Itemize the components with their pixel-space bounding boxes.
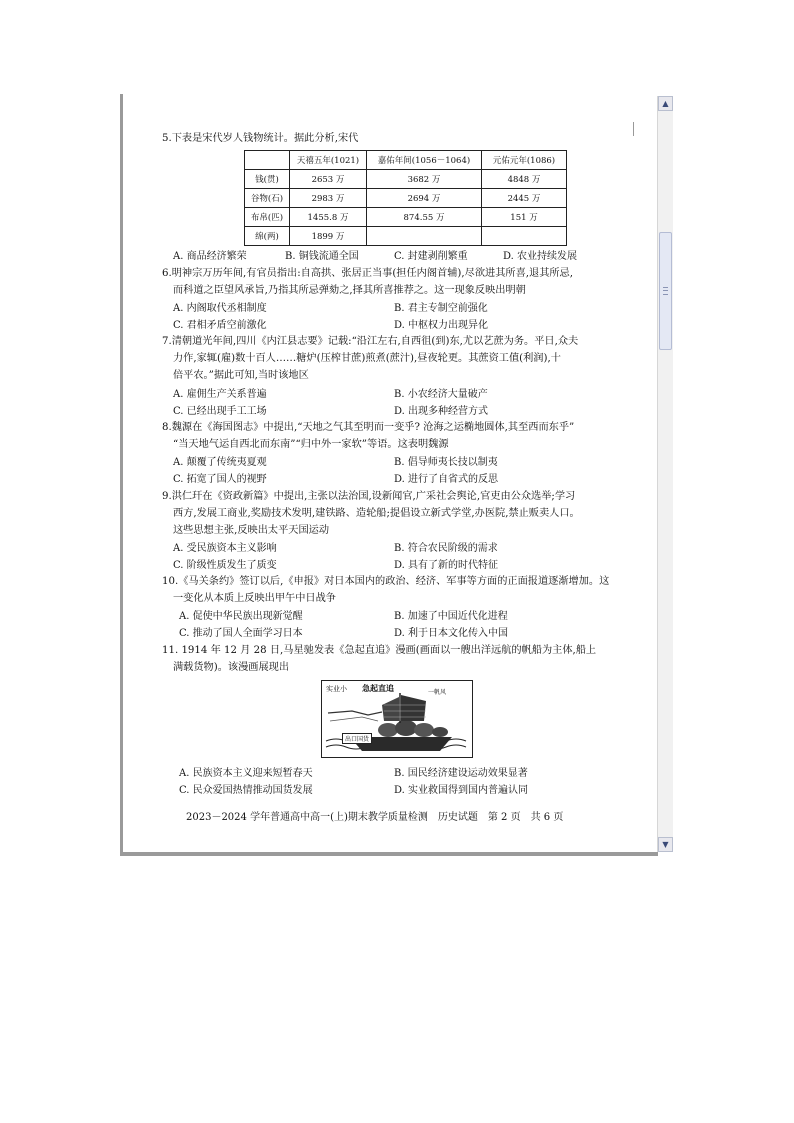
table-cell: 钱(贯): [245, 170, 290, 189]
q11-option-d: D. 实业救国得到国内普遍认同: [394, 785, 529, 796]
question-9-line-2: 西方,发展工商业,奖励技术发明,建铁路、造轮船;提倡设立新式学堂,办医院,禁止贩卖人口。: [173, 508, 580, 519]
table-row: [245, 189, 567, 208]
chevron-down-icon: ▼: [662, 840, 669, 849]
question-6-line-1: 6.明神宗万历年间,有官员指出:自高拱、张居正当事(担任内阁首辅),尽欲进其所喜,退其所忌,: [162, 268, 573, 279]
table-cell: 2445 万: [482, 189, 567, 208]
question-9-line-3: 这些思想主张,反映出太平天国运动: [173, 525, 330, 536]
question-8-line-2: “当天地气运自西北而东南”“归中外一家软”等语。这表明魏源: [173, 439, 449, 450]
table-cell: [367, 227, 482, 246]
scroll-down-button[interactable]: [658, 837, 673, 852]
cartoon-banner: 一帆风: [428, 689, 447, 696]
table-row: [245, 170, 567, 189]
q10-option-b: B. 加速了中国近代化进程: [394, 611, 508, 622]
table-cell: 2983 万: [290, 189, 367, 208]
page-edge-mark: [633, 122, 634, 136]
chevron-up-icon: ▲: [662, 99, 669, 108]
cartoon-image: [321, 680, 473, 758]
q11-option-b: B. 国民经济建设运动效果显著: [394, 768, 528, 779]
q10-option-c: C. 推动了国人全面学习日本: [179, 628, 303, 639]
table-cell: 绵(两): [245, 227, 290, 246]
tax-revenue-table: [244, 150, 567, 246]
table-header-cell: 嘉佑年间(1056－1064): [367, 151, 482, 170]
scroll-thumb[interactable]: [659, 232, 672, 350]
q9-option-a: A. 受民族资本主义影响: [173, 543, 277, 554]
table-cell: 谷物(石): [245, 189, 290, 208]
grip-icon: [663, 287, 668, 295]
table-cell: 布帛(匹): [245, 208, 290, 227]
q11-option-a: A. 民族资本主义迎来短暂春天: [179, 768, 313, 779]
q9-option-d: D. 具有了新的时代特征: [394, 560, 499, 571]
q6-option-c: C. 君相矛盾空前激化: [173, 320, 267, 331]
question-5-stem: 5.下表是宋代岁人钱物统计。据此分析,宋代: [162, 133, 359, 144]
table-cell: [482, 227, 567, 246]
q8-option-a: A. 颠覆了传统夷夏观: [173, 457, 267, 468]
table-header-cell: [245, 151, 290, 170]
question-9-line-1: 9.洪仁玕在《资政新篇》中提出,主张以法治国,设新闻官,广采社会舆论,官吏由公众选举;学习: [162, 491, 576, 502]
q8-option-d: D. 进行了自省式的反思: [394, 474, 499, 485]
table-row: [245, 208, 567, 227]
q9-option-c: C. 阶级性质发生了质变: [173, 560, 277, 571]
table-cell: 1455.8 万: [290, 208, 367, 227]
q10-option-d: D. 利于日本文化传入中国: [394, 628, 509, 639]
q7-option-d: D. 出现多种经营方式: [394, 406, 489, 417]
cartoon-sign: 出口国货: [342, 733, 372, 744]
q5-option-a: A. 商品经济繁荣: [173, 251, 247, 262]
table-header-cell: 天禧五年(1021): [290, 151, 367, 170]
table-cell: 874.55 万: [367, 208, 482, 227]
table-cell: 1899 万: [290, 227, 367, 246]
q6-option-b: B. 君主专制空前强化: [394, 303, 488, 314]
q7-option-c: C. 已经出现手工工场: [173, 406, 267, 417]
table-header-cell: 元佑元年(1086): [482, 151, 567, 170]
question-10-line-2: 一变化从本质上反映出甲午中日战争: [173, 593, 336, 604]
table-cell: 4848 万: [482, 170, 567, 189]
table-cell: 151 万: [482, 208, 567, 227]
q7-option-a: A. 雇佣生产关系普遍: [173, 389, 267, 400]
q8-option-c: C. 拓宽了国人的视野: [173, 474, 267, 485]
question-11-line-2: 满载货物)。该漫画展现出: [173, 662, 290, 673]
q10-option-a: A. 促使中华民族出现新觉醒: [179, 611, 303, 622]
vertical-scrollbar[interactable]: [657, 96, 673, 852]
table-cell: 2653 万: [290, 170, 367, 189]
q5-option-b: B. 铜钱流通全国: [285, 251, 359, 262]
q6-option-d: D. 中枢权力出现异化: [394, 320, 489, 331]
q6-option-a: A. 内阁取代丞相制度: [173, 303, 267, 314]
cartoon-title-right: 急起直追: [362, 683, 394, 693]
q5-option-c: C. 封建剥削繁重: [394, 251, 468, 262]
viewer-bottom-border: [120, 852, 658, 856]
question-7-line-1: 7.清朝道光年间,四川《内江县志要》记载:“沿江左右,自西徂(到)东,尤以艺蔗为务。平日,众夫: [162, 336, 579, 347]
question-8-line-1: 8.魏源在《海国图志》中提出,“天地之气其至明而一变乎? 沧海之运椭地圆体,其至西而东乎”: [162, 422, 575, 433]
q9-option-b: B. 符合农民阶级的需求: [394, 543, 498, 554]
table-header-row: [245, 151, 567, 170]
cartoon-title-left: 实业小: [326, 685, 347, 693]
question-11-line-1: 11. 1914 年 12 月 28 日,马星驰发表《急起直追》漫画(画面以一艘出洋远航的帆船为主体,船上: [162, 645, 597, 656]
page-footer: 2023－2024 学年普通高中高一(上)期末教学质量检测 历史试题 第 2 页 共 6 页: [186, 812, 564, 823]
q8-option-b: B. 倡导师夷长技以制夷: [394, 457, 498, 468]
question-7-line-2: 力作,家辄(雇)数十百人……糖炉(压榨甘蔗)煎煮(蔗汁),昼夜轮更。其蔗资工值(利润),十: [173, 353, 561, 364]
table-cell: 3682 万: [367, 170, 482, 189]
q11-option-c: C. 民众爱国热情推动国货发展: [179, 785, 313, 796]
q7-option-b: B. 小农经济大量破产: [394, 389, 488, 400]
scroll-up-button[interactable]: [658, 96, 673, 111]
table-cell: 2694 万: [367, 189, 482, 208]
question-7-line-3: 倍平农。”据此可知,当时该地区: [173, 370, 309, 381]
question-6-line-2: 而科道之臣望风承旨,乃指其所忌弹劾之,择其所喜推荐之。这一现象反映出明朝: [173, 285, 526, 296]
table-row: [245, 227, 567, 246]
question-10-line-1: 10.《马关条约》签订以后,《申报》对日本国内的政治、经济、军事等方面的正面报道逐渐增加。这: [162, 576, 610, 587]
viewer-left-border: [120, 94, 123, 856]
q5-option-d: D. 农业持续发展: [503, 251, 578, 262]
